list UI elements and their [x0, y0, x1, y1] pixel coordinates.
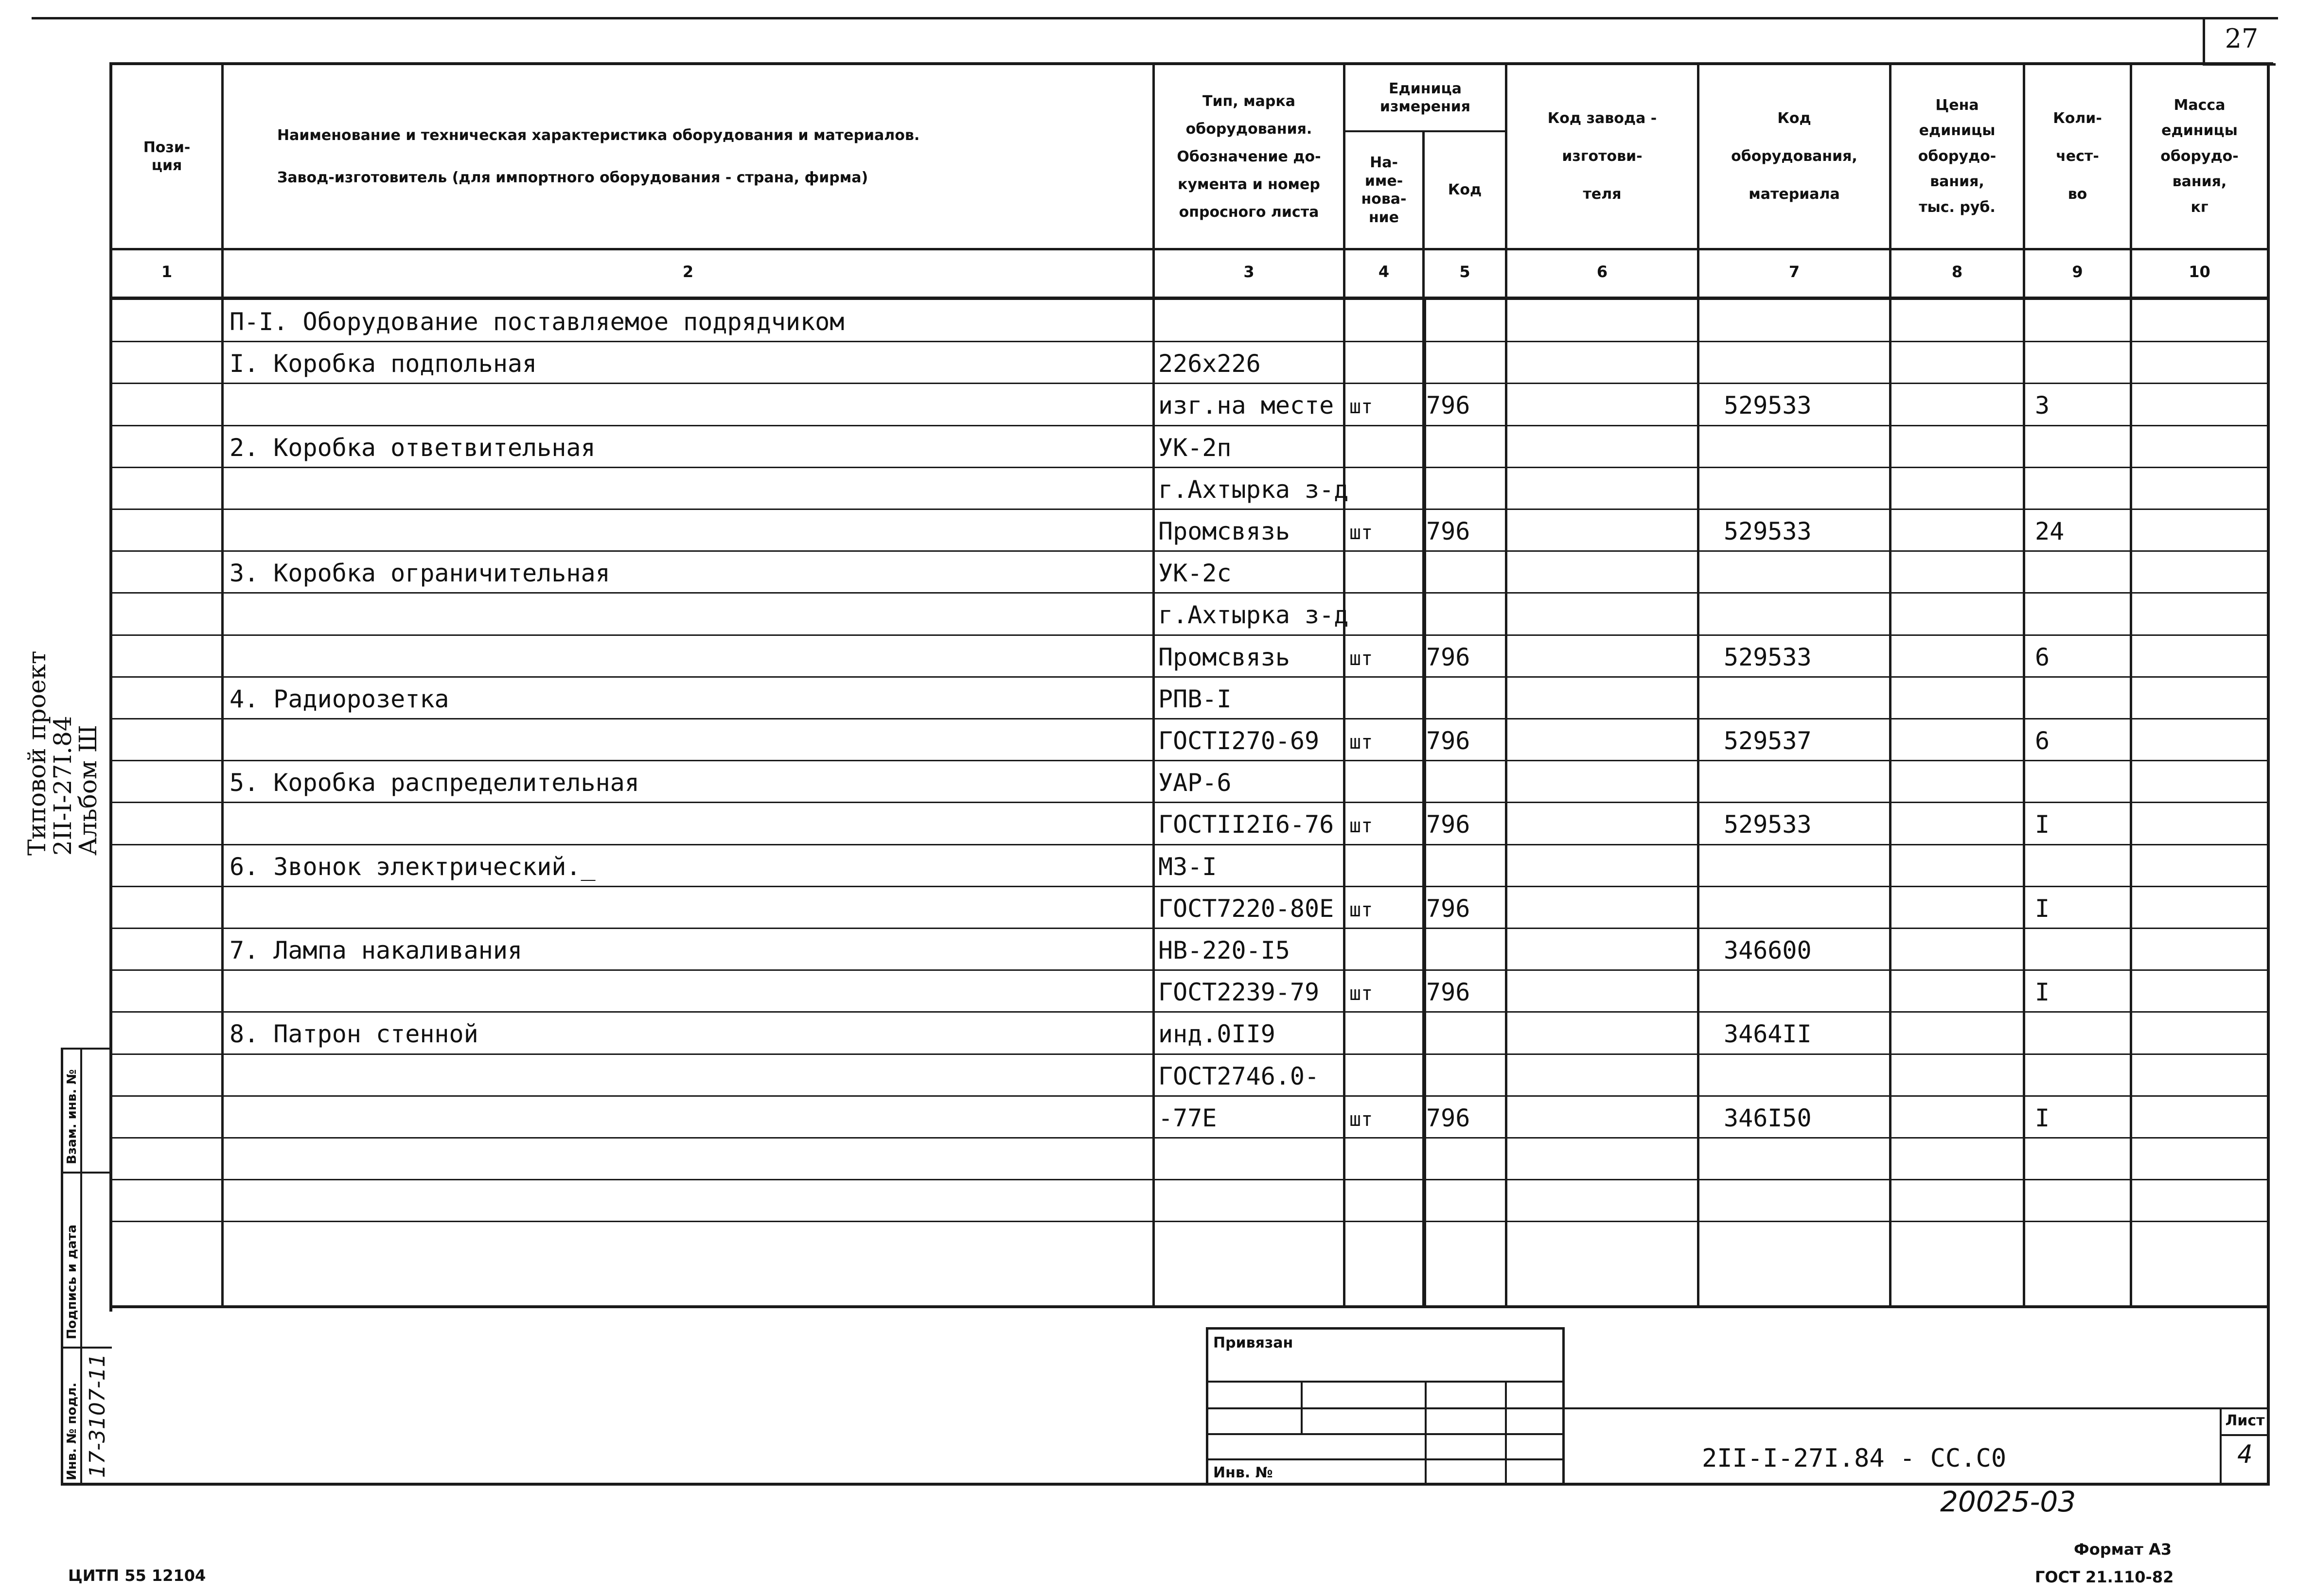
doc-code: 2II-I-27I.84 - СС.С0	[1702, 1444, 2007, 1473]
cell-type: Промсвязь	[1158, 517, 1290, 545]
row-separator	[112, 760, 2267, 761]
cell-mat: 529533	[1724, 391, 1812, 420]
header-col6-line3: теля	[1583, 186, 1622, 203]
cell-unit: шт	[1349, 396, 1373, 419]
row-separator	[112, 886, 2267, 887]
row-separator	[112, 634, 2267, 636]
privyazan-v3	[1505, 1381, 1507, 1485]
header-col8-line2: единицы	[1919, 122, 1996, 140]
project-line2: 2II-I-27I.84	[48, 716, 77, 856]
header-unit-group	[1345, 65, 1505, 130]
header-col9	[2025, 65, 2130, 248]
cell-type: НВ-220-I5	[1158, 936, 1290, 965]
row-separator	[112, 676, 2267, 678]
cell-mat: 529537	[1724, 727, 1812, 755]
cell-name: 4. Радиорозетка	[230, 684, 449, 713]
cell-name: 2. Коробка ответвительная	[230, 433, 596, 462]
header-col10-line1: Масса	[2174, 96, 2226, 114]
vline-col10	[2130, 62, 2132, 1307]
row-separator	[112, 341, 2267, 342]
header-col5	[1425, 132, 1505, 248]
cell-type: изг.на месте	[1158, 391, 1334, 420]
sheet-sep	[2220, 1434, 2270, 1436]
vline-col6	[1505, 62, 1507, 1307]
title-right-line	[2267, 1307, 2270, 1486]
cell-qty: 3	[2035, 391, 2050, 420]
cell-unit: шт	[1349, 898, 1373, 921]
cell-type: -77Е	[1158, 1104, 1217, 1132]
top-border-line	[32, 17, 2278, 19]
privyazan-row2	[1206, 1407, 1565, 1409]
row-separator	[112, 969, 2267, 971]
colnum-6: 6	[1596, 263, 1608, 281]
cell-type: ГОСТ2239-79	[1158, 978, 1320, 1007]
cell-type: ГОСТI270-69	[1158, 727, 1320, 755]
inv-podl-value: 17-3107-11	[85, 1353, 110, 1478]
page-number-box-left	[2203, 17, 2205, 66]
project-line3: Альбом Ш	[74, 725, 102, 856]
row-separator	[112, 844, 2267, 845]
cell-type: Промсвязь	[1158, 643, 1290, 671]
cell-code: 796	[1426, 810, 1470, 839]
cell-unit: шт	[1349, 815, 1373, 838]
cell-code: 796	[1426, 643, 1470, 671]
cell-mat: 3464II	[1724, 1020, 1812, 1049]
header-bottom-line	[109, 248, 2270, 250]
header-col7-line1: Код	[1777, 110, 1811, 127]
cell-unit: шт	[1349, 522, 1373, 544]
cell-qty: I	[2035, 810, 2050, 839]
row-separator	[112, 383, 2267, 384]
stamp-top-line	[61, 1048, 112, 1050]
header-col9-line2: чест-	[2056, 148, 2099, 165]
header-col10-line3: оборудо-	[2160, 147, 2239, 165]
header-col8-line1: Цена	[1935, 96, 1979, 114]
cell-type: МЗ-I	[1158, 852, 1217, 881]
header-col7-line3: материала	[1749, 186, 1840, 203]
stamp-mid-line	[80, 1048, 82, 1485]
privyazan-top	[1206, 1327, 1565, 1330]
privyazan-right	[1562, 1327, 1565, 1485]
vline-col7	[1697, 62, 1699, 1307]
vline-col4	[1343, 62, 1345, 1307]
header-col4	[1345, 132, 1422, 248]
row-separator	[112, 1011, 2267, 1013]
header-col3-line2: оборудования.	[1185, 120, 1312, 138]
header-col6-line1: Код завода -	[1547, 110, 1657, 127]
header-col3-line1: Тип, марка	[1202, 92, 1295, 110]
header-col3-line3: Обозначение до-	[1177, 148, 1321, 165]
header-col1	[112, 65, 221, 248]
cell-type: УАР-6	[1158, 769, 1232, 797]
bottom-frame-line	[61, 1483, 2270, 1486]
cell-unit: шт	[1349, 982, 1373, 1005]
sheet-label: Лист	[2225, 1412, 2265, 1429]
row-separator	[112, 802, 2267, 803]
privyazan-left	[1206, 1327, 1208, 1485]
cell-type: инд.0II9	[1158, 1020, 1275, 1049]
header-col6	[1507, 65, 1697, 248]
row-separator	[112, 928, 2267, 929]
header-col5-text: Код	[1448, 181, 1482, 199]
row-separator	[112, 718, 2267, 719]
stamp-sep2	[61, 1347, 112, 1349]
colnum-5: 5	[1459, 263, 1470, 281]
row-separator	[112, 467, 2267, 468]
row-separator	[112, 1179, 2267, 1180]
header-col8-line3: оборудо-	[1918, 147, 1997, 165]
vline-col5-body	[1422, 299, 1426, 1308]
privyazan-row3	[1206, 1433, 1565, 1435]
privyazan-v2	[1425, 1381, 1427, 1485]
cell-name: 5. Коробка распределительная	[230, 769, 639, 797]
vzam-inv-label: Взам. инв. №	[65, 1069, 79, 1164]
colnum-9: 9	[2072, 263, 2083, 281]
cell-mat: 529533	[1724, 643, 1812, 671]
cell-qty: I	[2035, 894, 2050, 923]
header-col9-line3: во	[2068, 186, 2087, 203]
footer-gost: ГОСТ 21.110-82	[2035, 1568, 2174, 1586]
cell-code: 796	[1426, 894, 1470, 923]
row-separator	[112, 1053, 2267, 1055]
cell-name: 8. Патрон стенной	[230, 1020, 478, 1049]
cell-unit: шт	[1349, 647, 1373, 670]
cell-code: 796	[1426, 517, 1470, 545]
header-col8-line5: тыс. руб.	[1919, 198, 1996, 216]
cell-name: 7. Лампа накаливания	[230, 936, 523, 965]
podpis-data-label: Подпись и дата	[65, 1224, 79, 1339]
colnum-10: 10	[2189, 263, 2210, 281]
colnum-2: 2	[682, 263, 694, 281]
privyazan-v1	[1301, 1381, 1303, 1434]
row-separator	[112, 425, 2267, 426]
cell-mat: 346600	[1724, 936, 1812, 965]
cell-type: РПВ-I	[1158, 684, 1232, 713]
row-separator	[112, 509, 2267, 510]
cell-name: 3. Коробка ограничительная	[230, 559, 610, 588]
header-col8-line4: вания,	[1930, 173, 1984, 191]
colnum-8: 8	[1951, 263, 1963, 281]
row-separator	[112, 1095, 2267, 1097]
cell-type: ГОСТ2746.0-	[1158, 1062, 1320, 1090]
header-col8	[1891, 65, 2023, 248]
body-bottom-line	[109, 1305, 2270, 1308]
cell-type: ГОСТ7220-80Е	[1158, 894, 1334, 923]
cell-name: I. Коробка подпольная	[230, 350, 537, 378]
inv-podl-label: Инв. № подл.	[65, 1382, 79, 1480]
cell-code: 796	[1426, 391, 1470, 420]
stamp-left-line	[61, 1048, 63, 1485]
header-col9-line1: Коли-	[2053, 110, 2102, 127]
cell-mat: 529533	[1724, 517, 1812, 545]
cell-name: П-I. Оборудование поставляемое подрядчиком	[230, 308, 845, 336]
cell-qty: I	[2035, 978, 2050, 1007]
sheet-value: 4	[2237, 1440, 2253, 1469]
header-col4-line1: На-	[1370, 154, 1398, 171]
row-separator	[112, 550, 2267, 552]
header-col10-line4: вания,	[2172, 173, 2227, 191]
vline-col9	[2023, 62, 2025, 1307]
cell-type: 226x226	[1158, 350, 1261, 378]
cell-qty: I	[2035, 1104, 2050, 1132]
header-col4-line4: ние	[1368, 209, 1399, 226]
privyazan-row4	[1206, 1458, 1565, 1460]
handwritten-number: 20025-03	[1940, 1485, 2076, 1518]
header-unit-line1: Единица	[1389, 80, 1462, 97]
colnum-3: 3	[1243, 263, 1255, 281]
header-unit-line2: измерения	[1379, 98, 1471, 115]
cell-type: УК-2с	[1158, 559, 1232, 588]
header-col2-line1: Наименование и техническая характеристика оборудования и материалов.	[277, 126, 920, 144]
cell-qty: 6	[2035, 727, 2050, 755]
privyazan-label: Привязан	[1213, 1334, 1293, 1351]
cell-qty: 6	[2035, 643, 2050, 671]
header-col1-line2: ция	[151, 157, 182, 174]
header-col3-line5: опросного листа	[1179, 203, 1319, 221]
stamp-sep1	[61, 1172, 112, 1174]
inv-no-label: Инв. №	[1213, 1464, 1273, 1481]
cell-type: УК-2п	[1158, 433, 1232, 462]
colnum-4: 4	[1378, 263, 1390, 281]
cell-code: 796	[1426, 727, 1470, 755]
header-col7-line2: оборудования,	[1731, 148, 1857, 165]
header-col2	[224, 65, 1152, 248]
cell-mat: 529533	[1724, 810, 1812, 839]
cell-mat: 346I50	[1724, 1104, 1812, 1132]
cell-unit: шт	[1349, 731, 1373, 754]
header-col4-line3: нова-	[1361, 191, 1407, 208]
header-col1-line1: Пози-	[143, 139, 191, 156]
row-separator	[112, 1221, 2267, 1222]
cell-type: ГОСТII2I6-76	[1158, 810, 1334, 839]
header-col10-line5: кг	[2191, 198, 2209, 216]
header-col4-line2: име-	[1364, 172, 1403, 190]
cell-code: 796	[1426, 978, 1470, 1007]
header-col3	[1155, 65, 1343, 248]
colnum-1: 1	[161, 263, 173, 281]
doc-code-top	[1562, 1407, 2270, 1409]
cell-code: 796	[1426, 1104, 1470, 1132]
footer-left: ЦИТП 55 12104	[68, 1566, 206, 1585]
header-col6-line2: изготови-	[1562, 148, 1643, 165]
cell-unit: шт	[1349, 1108, 1373, 1131]
header-col3-line4: кумента и номер	[1178, 175, 1320, 193]
page-number: 27	[2225, 23, 2259, 54]
cell-qty: 24	[2035, 517, 2065, 545]
project-line1: Типовой проект	[23, 650, 51, 856]
vline-col2	[221, 62, 224, 1307]
cell-type: г.Ахтырка з-д	[1158, 601, 1349, 630]
row-separator	[112, 592, 2267, 594]
colnum-bottom-line	[109, 297, 2270, 300]
vline-col3	[1152, 62, 1155, 1307]
header-col2-line2: Завод-изготовитель (для импортного оборудования - страна, фирма)	[277, 169, 868, 186]
footer-format: Формат А3	[2074, 1540, 2172, 1559]
cell-name: 6. Звонок электрический._	[230, 852, 596, 881]
header-col10-line2: единицы	[2161, 122, 2238, 140]
header-col7	[1699, 65, 1889, 248]
colnum-7: 7	[1788, 263, 1800, 281]
row-separator	[112, 1137, 2267, 1139]
vline-col8	[1889, 62, 1891, 1307]
header-col10	[2132, 65, 2267, 248]
privyazan-row1	[1206, 1381, 1565, 1383]
sheet-left	[2220, 1407, 2222, 1485]
cell-type: г.Ахтырка з-д	[1158, 475, 1349, 504]
